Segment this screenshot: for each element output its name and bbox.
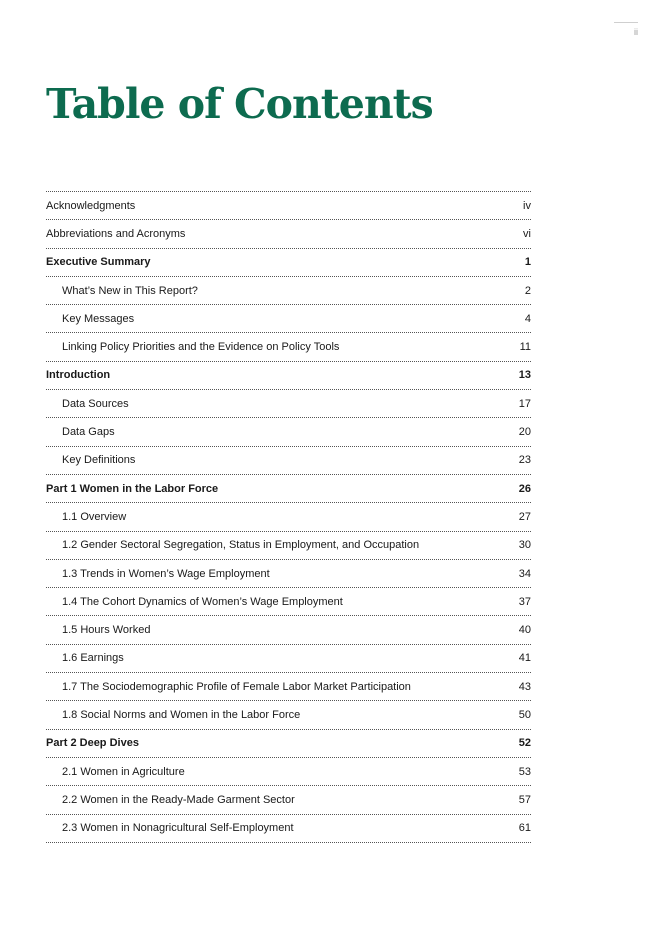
toc-entry[interactable] <box>46 645 531 673</box>
toc-entry[interactable] <box>46 730 531 758</box>
toc-entry-page-number: 4 <box>524 312 531 325</box>
toc-entry[interactable] <box>46 532 531 560</box>
toc-entry-label: Abbreviations and Acronyms <box>46 227 186 240</box>
toc-entry-label: Executive Summary <box>46 256 151 269</box>
toc-entry-label: 2.1 Women in Agriculture <box>62 765 185 778</box>
toc-entry-page-number: 23 <box>518 454 531 467</box>
toc-entry-label: 1.8 Social Norms and Women in the Labor Force <box>62 708 301 721</box>
toc-entry-page-number: 27 <box>518 510 531 523</box>
page-title: Table of Contents <box>46 80 433 128</box>
toc-entry[interactable] <box>46 475 531 503</box>
toc-entry-page-number: 1 <box>524 256 531 269</box>
toc-entry-page-number: 11 <box>519 341 531 354</box>
page-number: ii <box>634 27 638 37</box>
page-number-rule <box>614 22 638 23</box>
toc-entry[interactable] <box>46 305 531 333</box>
toc-entry-page-number: 30 <box>518 539 531 552</box>
toc-entry-label: 1.5 Hours Worked <box>62 624 151 637</box>
toc-entry-label: 2.2 Women in the Ready-Made Garment Sector <box>62 793 295 806</box>
toc-entry[interactable] <box>46 815 531 843</box>
toc-entry-page-number: 13 <box>518 369 531 382</box>
toc-entry-label: Data Sources <box>62 397 129 410</box>
toc-entry-page-number: 53 <box>518 765 531 778</box>
toc-entry[interactable] <box>46 220 531 248</box>
toc-entry[interactable] <box>46 673 531 701</box>
toc-entry[interactable] <box>46 701 531 729</box>
toc-entry-label: 1.2 Gender Sectoral Segregation, Status in Employment, and Occupation <box>62 539 420 552</box>
toc-entry-label: Part 2 Deep Dives <box>46 737 139 750</box>
toc-entry-label: Key Messages <box>62 312 135 325</box>
toc-entry-page-number: 2 <box>524 284 531 297</box>
toc-entry-label: Part 1 Women in the Labor Force <box>46 482 219 495</box>
toc-entry-page-number: 61 <box>518 822 531 835</box>
toc-entry[interactable] <box>46 588 531 616</box>
toc-entry[interactable] <box>46 249 531 277</box>
toc-entry[interactable] <box>46 333 531 361</box>
toc-entry[interactable] <box>46 758 531 786</box>
toc-entry-label: 2.3 Women in Nonagricultural Self-Employment <box>62 822 294 835</box>
table-of-contents <box>46 191 531 843</box>
toc-entry-label: 1.3 Trends in Women’s Wage Employment <box>62 567 270 580</box>
toc-entry-page-number: 40 <box>518 624 531 637</box>
toc-entry-label: Acknowledgments <box>46 199 136 212</box>
toc-entry-page-number: 37 <box>518 595 531 608</box>
toc-entry-page-number: 57 <box>518 793 531 806</box>
toc-entry-label: 1.1 Overview <box>62 510 127 523</box>
toc-entry-page-number: 50 <box>518 708 531 721</box>
toc-entry-page-number: vi <box>523 227 531 240</box>
toc-entry-label: 1.7 The Sociodemographic Profile of Female Labor Market Participation <box>62 680 411 693</box>
toc-entry-label: Linking Policy Priorities and the Evidence on Policy Tools <box>62 341 340 354</box>
toc-entry[interactable] <box>46 503 531 531</box>
toc-entry-page-number: 43 <box>518 680 531 693</box>
toc-entry-label: 1.6 Earnings <box>62 652 124 665</box>
toc-entry[interactable] <box>46 447 531 475</box>
toc-entry-label: Data Gaps <box>62 426 115 439</box>
toc-entry-page-number: 41 <box>518 652 531 665</box>
toc-entry-label: 1.4 The Cohort Dynamics of Women’s Wage Employment <box>62 595 343 608</box>
toc-entry-page-number: 26 <box>518 482 531 495</box>
toc-entry-label: Introduction <box>46 369 111 382</box>
toc-entry-page-number: iv <box>523 199 531 212</box>
toc-entry[interactable] <box>46 418 531 446</box>
toc-entry-label: What’s New in This Report? <box>62 284 198 297</box>
toc-entry-page-number: 34 <box>518 567 531 580</box>
toc-entry-page-number: 52 <box>518 737 531 750</box>
toc-entry-page-number: 20 <box>518 426 531 439</box>
toc-entry[interactable] <box>46 560 531 588</box>
toc-entry-label: Key Definitions <box>62 454 136 467</box>
toc-entry[interactable] <box>46 362 531 390</box>
toc-entry[interactable] <box>46 277 531 305</box>
toc-entry[interactable] <box>46 786 531 814</box>
toc-entry[interactable] <box>46 616 531 644</box>
toc-entry[interactable] <box>46 192 531 220</box>
toc-entry[interactable] <box>46 390 531 418</box>
toc-entry-page-number: 17 <box>518 397 531 410</box>
